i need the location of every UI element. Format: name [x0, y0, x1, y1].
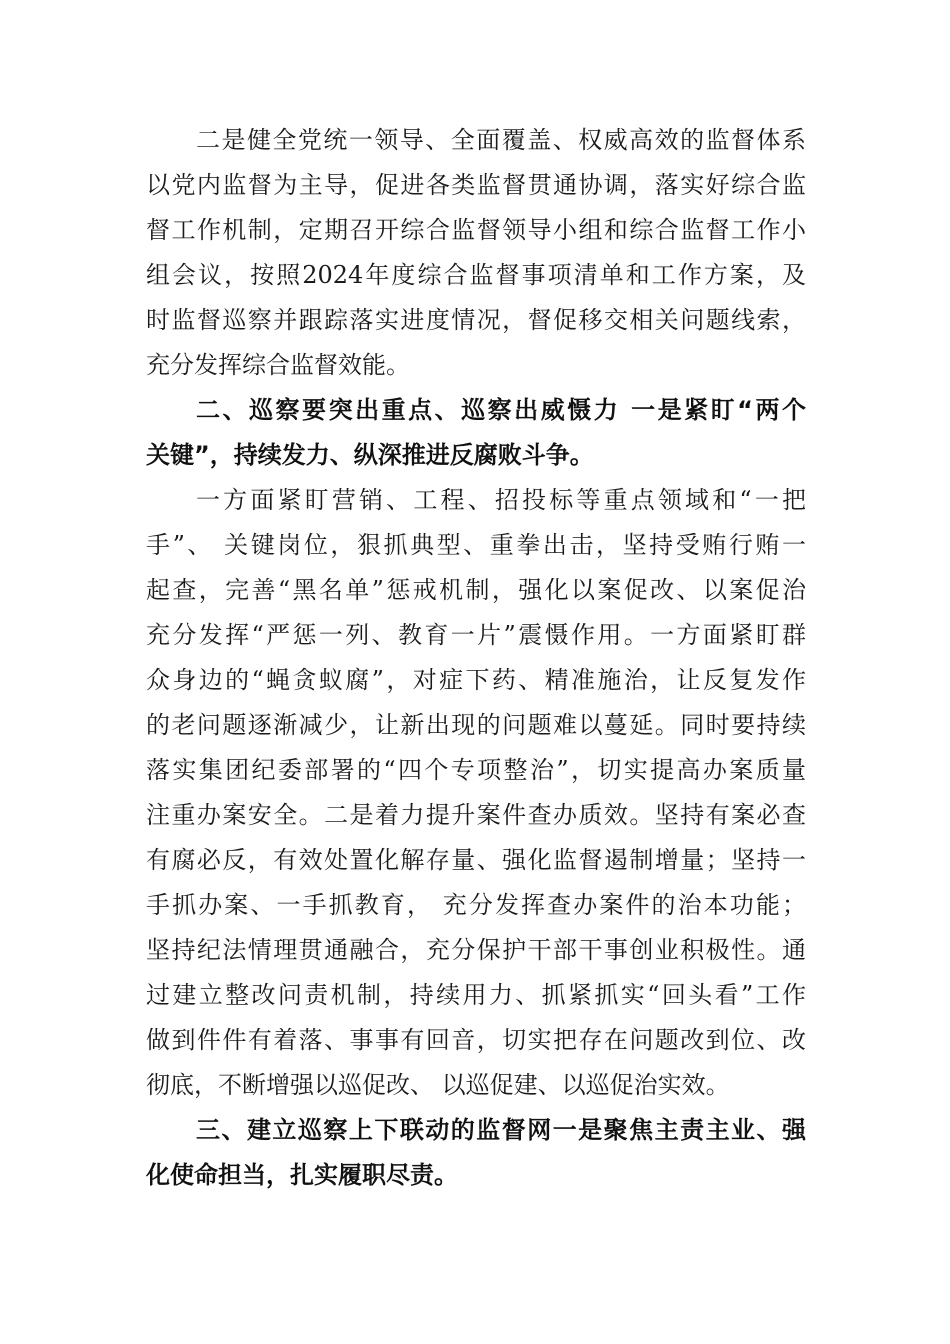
text-line: 落实集团纪委部署的“四个专项整治”，切实提高办案质量 [146, 756, 806, 784]
text-line: 一方面紧盯营销、工程、招投标等重点领域和“一把 [196, 486, 806, 514]
text-line: 众身边的“蝇贪蚁腐”，对症下药、精准施治，让反复发作 [146, 666, 806, 694]
heading-line: 三、建立巡察上下联动的监督网一是聚焦主责主业、强 [196, 1116, 806, 1144]
text-line: 做到件件有着落、事事有回音，切实把存在问题改到位、改 [146, 1026, 806, 1054]
text-line: 二是健全党统一领导、全面覆盖、权威高效的监督体系 [196, 126, 806, 154]
text-line: 有腐必反，有效处置化解存量、强化监督遏制增量；坚持一 [146, 846, 806, 874]
text-line: 以党内监督为主导，促进各类监督贯通协调，落实好综合监 [146, 171, 806, 199]
heading-line: 关键”，持续发力、纵深推进反腐败斗争。 [146, 441, 594, 469]
text-line: 的老问题逐渐减少，让新出现的问题难以蔓延。同时要持续 [146, 711, 806, 739]
text-line: 注重办案安全。二是着力提升案件查办质效。坚持有案必查 [146, 801, 806, 829]
heading-line: 化使命担当，扎实履职尽责。 [146, 1161, 458, 1189]
text-line: 充分发挥“严惩一列、教育一片”震慑作用。一方面紧盯群 [146, 621, 806, 649]
text-line: 手”、 关键岗位，狠抓典型、重拳出击，坚持受贿行贿一 [146, 531, 806, 559]
text-line: 手抓办案、一手抓教育， 充分发挥查办案件的治本功能； [146, 891, 806, 919]
text-line: 时监督巡察并跟踪落实进度情况，督促移交相关问题线索， [146, 306, 806, 334]
text-line: 起查，完善“黑名单”惩戒机制，强化以案促改、以案促治 [146, 576, 806, 604]
text-line: 充分发挥综合监督效能。 [146, 351, 410, 379]
heading-line: 二、巡察要突出重点、巡察出威慑力 一是紧盯“两个 [196, 396, 806, 424]
text-line: 督工作机制，定期召开综合监督领导小组和综合监督工作小 [146, 216, 806, 244]
text-line: 彻底，不断增强以巡促改、 以巡促建、以巡促治实效。 [146, 1071, 730, 1099]
text-line: 坚持纪法情理贯通融合，充分保护干部干事创业积极性。通 [146, 936, 806, 964]
text-line: 过建立整改问责机制，持续用力、抓紧抓实“回头看”工作 [146, 981, 806, 1009]
text-line: 组会议，按照2024年度综合监督事项清单和工作方案，及 [146, 261, 806, 289]
